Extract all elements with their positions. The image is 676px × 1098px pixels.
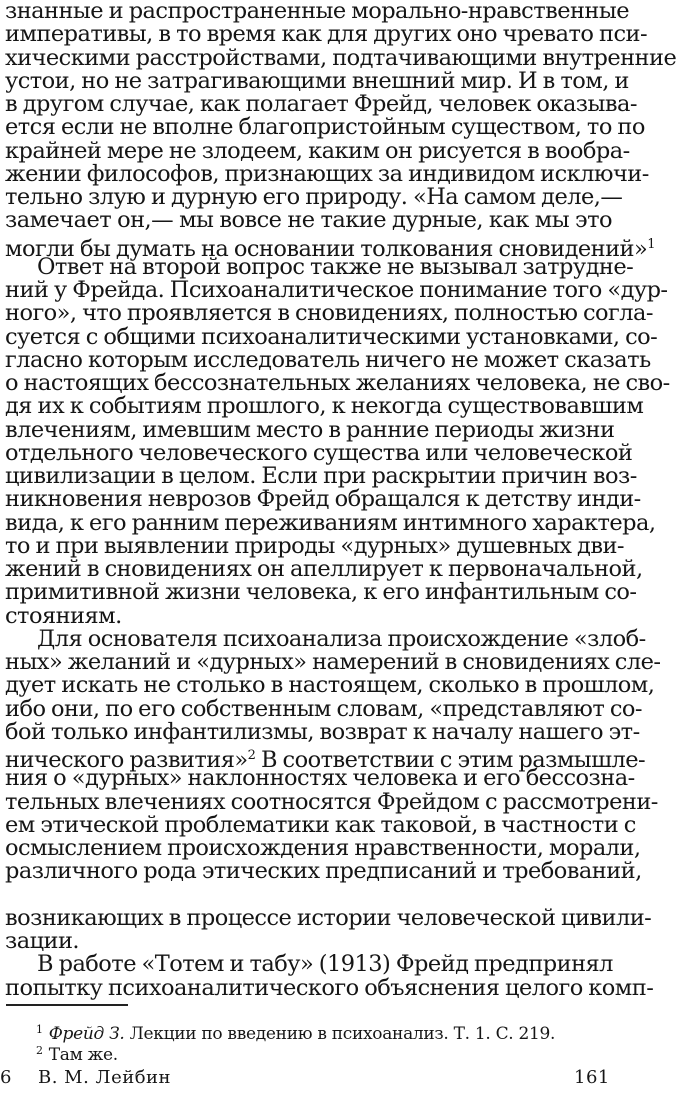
text-line: замечает он,— мы вовсе не такие дурные, как мы это	[5, 207, 612, 234]
footnote-author: Фрейд З.	[48, 1024, 125, 1044]
text-line: стояниям.	[5, 602, 122, 629]
text-line: ния о «дурных» наклонностях человека и его бессозна-	[5, 765, 635, 792]
text-line: бой только инфантилизмы, возврат к началу нашего эт-	[5, 718, 640, 745]
text-line: ного», что проявляется в сновидениях, полностью согла-	[5, 300, 653, 327]
text-line: различного рода этических предписаний и требований,	[5, 858, 642, 885]
text-line: Для основателя психоанализа происхождение «злоб-	[37, 625, 646, 652]
text-line: императивы, в то время как для других оно чревато пси-	[5, 21, 648, 48]
footnote-separator	[6, 1004, 128, 1006]
text-line: крайней мере не злодеем, каким он рисуется в вообра-	[5, 137, 630, 164]
text-line: ний у Фрейда. Психоаналитическое понимание того «дур-	[5, 277, 668, 303]
text-line: осмыслением происхождения нравственности, морали,	[5, 835, 641, 861]
footnote-1	[36, 1020, 556, 1044]
text-line: хическими расстройствами, подтачивающими внутренние	[5, 44, 676, 71]
text-line: тельно злую и дурную его природу. «На самом деле,—	[5, 184, 623, 210]
text-line: ибо они, по его собственным словам, «представляют со-	[5, 695, 642, 722]
text-line: дует искать не столько в настоящем, сколько в прошлом,	[5, 672, 655, 699]
text-span: могли бы думать на основании толкования сновидений»	[5, 235, 648, 262]
footnote-text: Там же.	[48, 1045, 118, 1065]
text-span: В соответствии с этим размышле-	[260, 747, 646, 773]
footnote-number: 1	[36, 1023, 43, 1036]
text-line: вида, к его ранним переживаниям интимного характера,	[5, 509, 656, 536]
text-line: дя их к событиям прошлого, к некогда существовавшим	[5, 393, 644, 420]
text-line: ется если не вполне благопристойным существом, то по	[5, 114, 645, 141]
text-line: гласно которым исследователь ничего не может сказать	[5, 346, 651, 373]
text-line: ных» желаний и «дурных» намерений в сновидениях сле-	[5, 649, 661, 675]
text-span: нического развития»	[5, 747, 248, 773]
text-line: жений в сновидениях он апеллирует к первоначальной,	[5, 556, 643, 582]
text-line: о настоящих бессознательных желаниях человека, не сво-	[5, 370, 670, 396]
text-line: устои, но не затрагивающими внешний мир. И в том, и	[5, 67, 629, 94]
text-line: зации.	[5, 928, 79, 954]
text-line: примитивной жизни человека, к его инфантильным со-	[5, 579, 637, 606]
text-line: тельных влечениях соотносятся Фрейдом с рассмотрени-	[5, 788, 658, 815]
text-line: суется с общими психоаналитическими установками, со-	[5, 323, 658, 350]
text-line: цивилизации в целом. Если при раскрытии причин воз-	[5, 463, 637, 489]
text-line: то и при выявлении природы «дурных» душевных дви-	[5, 532, 624, 559]
text-line: Ответ на второй вопрос также не вызывал затрудне-	[37, 253, 634, 280]
footnote-2	[36, 1041, 118, 1065]
text-line: В работе «Тотем и табу» (1913) Фрейд предпринял	[37, 951, 613, 978]
text-line: никновения неврозов Фрейд обращался к детству инди-	[5, 486, 641, 513]
footnote-mark: 1	[647, 236, 655, 252]
author-signature: В. М. Лейбин	[38, 1067, 172, 1088]
text-line: влечениям, имевшим место в ранние периоды жизни	[5, 416, 615, 443]
text-line: попытку психоаналитического объяснения целого комп-	[5, 974, 654, 1001]
page-number: 161	[574, 1067, 610, 1088]
text-line: отдельного человеческого существа или человеческой	[5, 439, 633, 466]
footnote-number: 2	[36, 1044, 43, 1057]
footnote-mark: 2	[247, 748, 256, 763]
text-line: в другом случае, как полагает Фрейд, человек оказыва-	[5, 91, 637, 117]
text-line: знанные и распространенные морально-нравственные	[5, 0, 629, 24]
text-line: возникающих в процессе истории человеческой цивили-	[5, 904, 652, 931]
text-line: ем этической проблематики как таковой, в частности с	[5, 811, 636, 838]
signature-mark: 6	[0, 1067, 12, 1088]
footnote-text: Лекции по введению в психоанализ. Т. 1. С. 219.	[129, 1024, 556, 1044]
text-line: жении философов, признающих за индивидом исключи-	[5, 160, 649, 187]
